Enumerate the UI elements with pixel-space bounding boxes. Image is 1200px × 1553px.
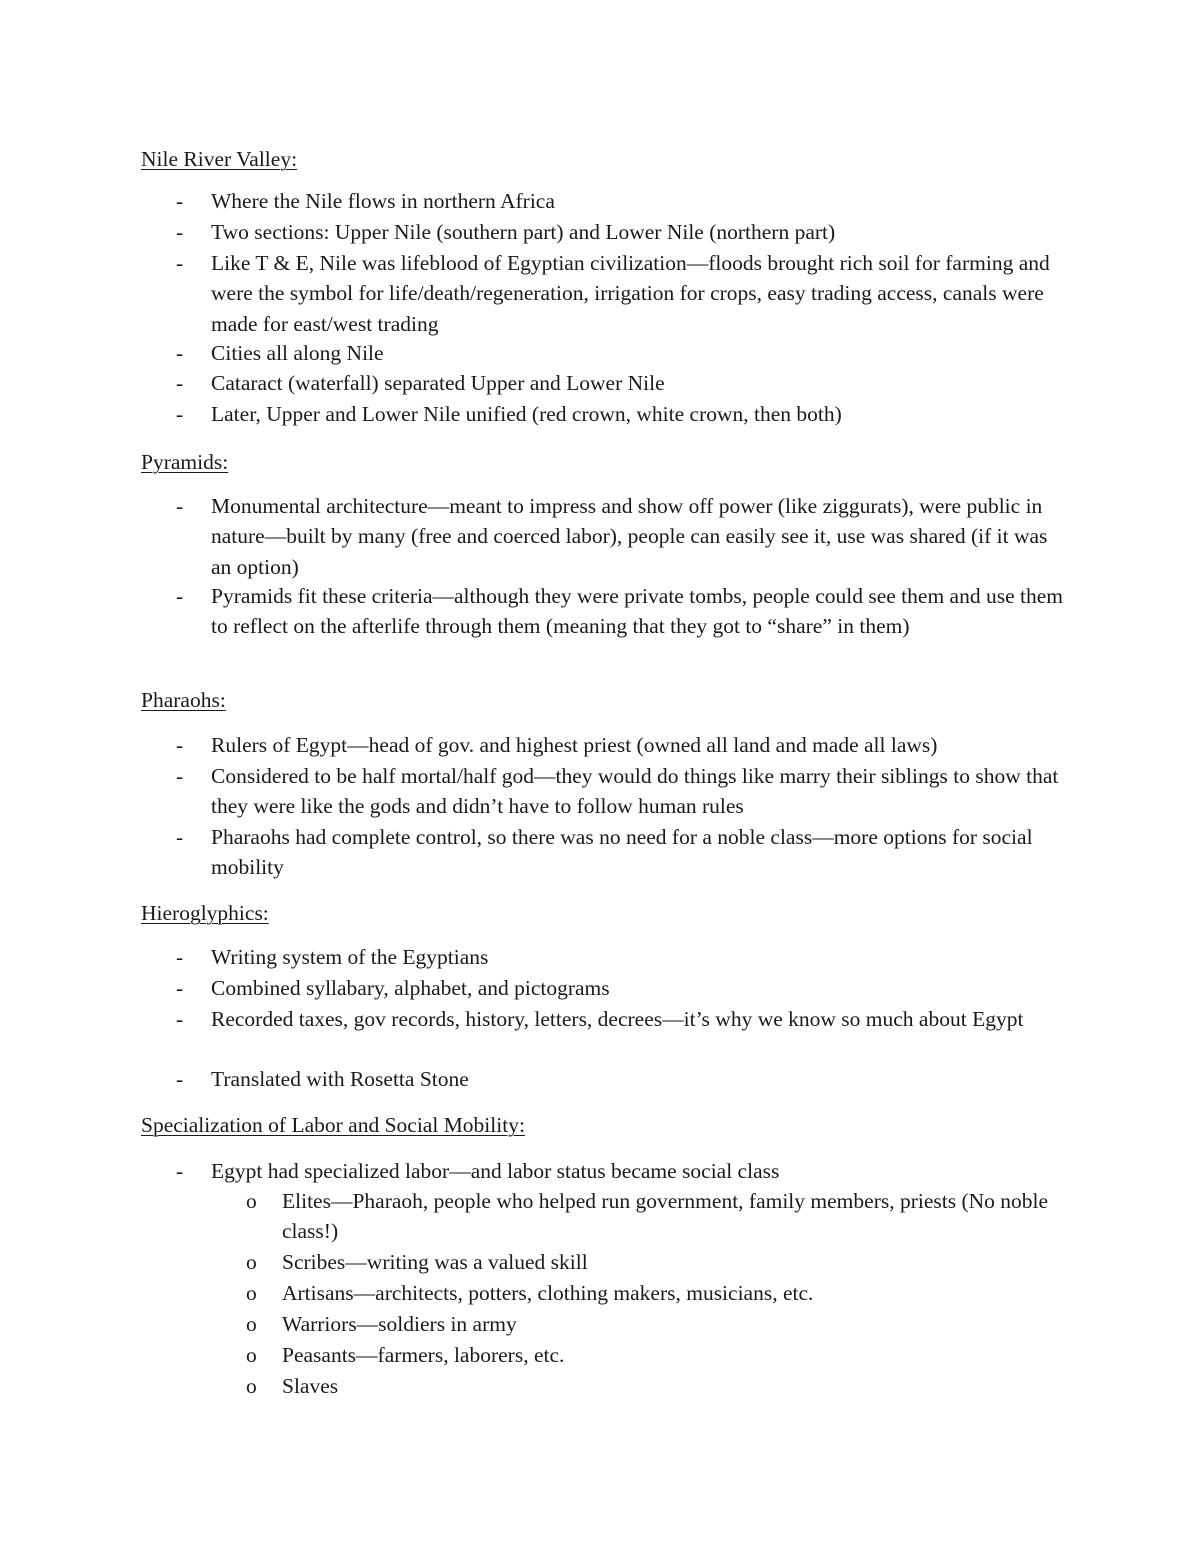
bullet-dash: - <box>176 1159 184 1183</box>
list-item-text: Pharaohs had complete control, so there was no need for a noble class—more options for social mobility <box>211 825 1033 880</box>
list-item-text: Two sections: Upper Nile (southern part) and Lower Nile (northern part) <box>211 220 836 244</box>
list-item-text: Rulers of Egypt—head of gov. and highest priest (owned all land and made all laws) <box>211 733 938 757</box>
bullet-dash: - <box>176 189 184 213</box>
bullet-dash: - <box>176 584 184 608</box>
section-heading-pharaohs: Pharaohs: <box>141 688 226 712</box>
bullet-circle: o <box>246 1281 257 1305</box>
list-item-text: Egypt had specialized labor—and labor status became social class <box>211 1159 780 1183</box>
bullet-dash: - <box>176 733 184 757</box>
bullet-dash: - <box>176 402 184 426</box>
bullet-dash: - <box>176 371 184 395</box>
bullet-dash: - <box>176 220 184 244</box>
list-item-text: Pyramids fit these criteria—although they were private tombs, people could see them and use them to reflect on the afterlife through them (meaning that they got to “share” in them) <box>211 584 1063 639</box>
bullet-dash: - <box>176 764 184 788</box>
bullet-dash: - <box>176 976 184 1000</box>
sub-list-item-text: Scribes—writing was a valued skill <box>282 1250 588 1274</box>
sub-list-item-text: Artisans—architects, potters, clothing makers, musicians, etc. <box>282 1281 814 1305</box>
sub-list-item-text: Elites—Pharaoh, people who helped run government, family members, priests (No noble class!) <box>282 1189 1049 1244</box>
section-heading-nile-river-valley: Nile River Valley: <box>141 147 298 171</box>
bullet-circle: o <box>246 1343 257 1367</box>
list-item-text: Cities all along Nile <box>211 341 384 365</box>
bullet-dash: - <box>176 1067 184 1091</box>
bullet-dash: - <box>176 494 184 518</box>
bullet-circle: o <box>246 1189 257 1213</box>
sub-list-item-text: Peasants—farmers, laborers, etc. <box>282 1343 565 1367</box>
bullet-circle: o <box>246 1312 257 1336</box>
sub-list-item-text: Slaves <box>282 1374 339 1398</box>
list-item-text: Considered to be half mortal/half god—they would do things like marry their siblings to show that they were like the gods and didn’t have to follow human rules <box>211 764 1059 819</box>
list-item-text: Combined syllabary, alphabet, and pictograms <box>211 976 610 1000</box>
bullet-dash: - <box>176 341 184 365</box>
section-heading-hieroglyphics: Hieroglyphics: <box>141 901 269 925</box>
list-item-text: Later, Upper and Lower Nile unified (red crown, white crown, then both) <box>211 402 842 426</box>
list-item-text: Recorded taxes, gov records, history, letters, decrees—it’s why we know so much about Egypt <box>211 1007 1024 1031</box>
bullet-dash: - <box>176 825 184 849</box>
bullet-circle: o <box>246 1250 257 1274</box>
section-heading-pyramids: Pyramids: <box>141 450 229 474</box>
list-item-text: Like T & E, Nile was lifeblood of Egyptian civilization—floods brought rich soil for farming and were the symbol for life/death/regeneration, irrigation for crops, easy trading access, canals were made for east/west trading <box>211 251 1050 336</box>
sub-list-item-text: Warriors—soldiers in army <box>282 1312 517 1336</box>
list-item-text: Writing system of the Egyptians <box>211 945 489 969</box>
list-item-text: Where the Nile flows in northern Africa <box>211 189 555 213</box>
list-item-text: Cataract (waterfall) separated Upper and Lower Nile <box>211 371 665 395</box>
bullet-dash: - <box>176 1007 184 1031</box>
bullet-dash: - <box>176 945 184 969</box>
list-item-text: Monumental architecture—meant to impress and show off power (like ziggurats), were public in nature—built by many (free and coerced labor), people can easily see it, use was shared (if it was an option) <box>211 494 1048 579</box>
list-item-text: Translated with Rosetta Stone <box>211 1067 469 1091</box>
bullet-dash: - <box>176 251 184 275</box>
bullet-circle: o <box>246 1374 257 1398</box>
section-heading-specialization-of-labor: Specialization of Labor and Social Mobility: <box>141 1113 525 1137</box>
